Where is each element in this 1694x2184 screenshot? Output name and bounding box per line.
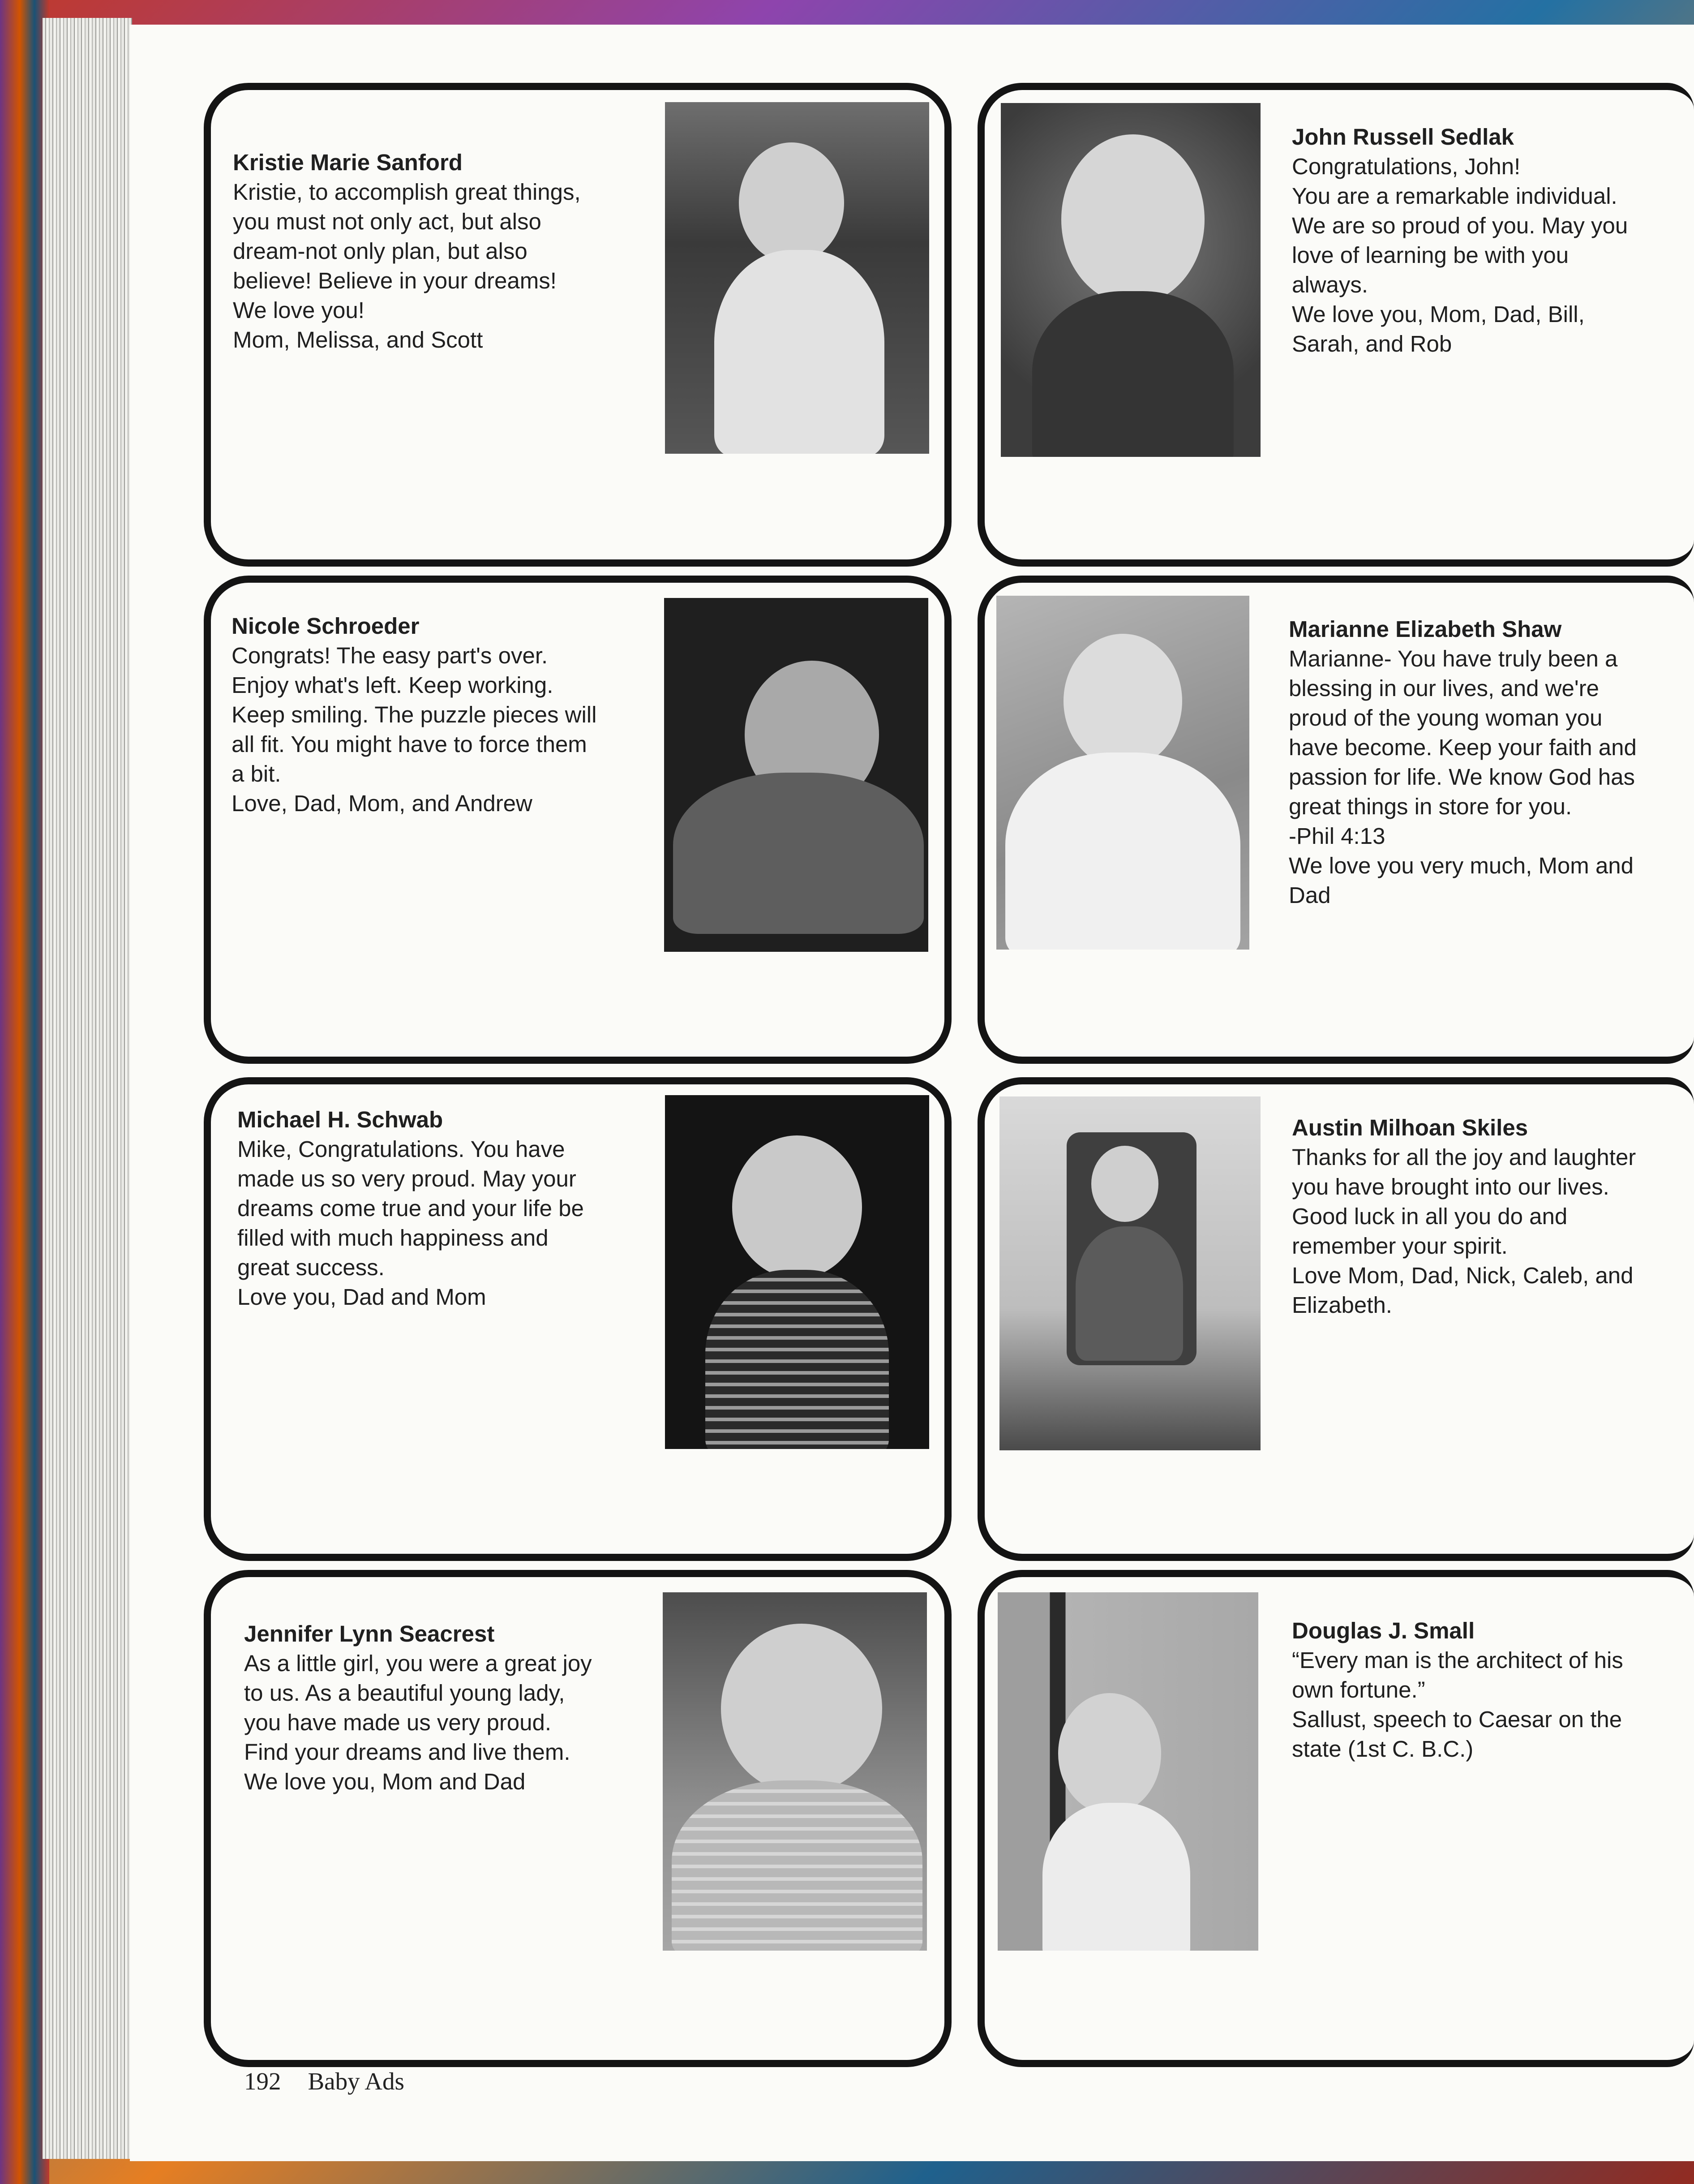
ad-name: John Russell Sedlak — [1292, 124, 1514, 150]
ad-message: Kristie, to accomplish great things, you must not only act, but also dream-not only plan, but also believe! Believe in your dreams! We love you! Mom, Melissa, and Scott — [233, 179, 581, 353]
ad-text — [232, 611, 661, 818]
ad-message: Thanks for all the joy and laughter you have brought into our lives. Good luck in all you do and remember your spirit. Love Mom, Dad, Nick, Caleb, and Elizabeth. — [1292, 1144, 1636, 1318]
ad-name: Austin Milhoan Skiles — [1292, 1115, 1528, 1140]
ad-message: Congrats! The easy part's over. Enjoy what's left. Keep working. Keep smiling. The puzzle pieces will all fit. You might have to force them a bit. Love, Dad, Mom, and Andrew — [232, 643, 597, 816]
ad-name: Jennifer Lynn Seacrest — [244, 1621, 495, 1647]
ad-text — [244, 1619, 656, 1797]
ad-message: As a little girl, you were a great joy to us. As a beautiful young lady, you have made us very proud. Find your dreams and live them. We love you, Mom and Dad — [244, 1651, 592, 1794]
ad-message: Congratulations, John! You are a remarkable individual. We are so proud of you. May you love of learning be with you always. We love you, Mom, Dad, Bill, Sarah, and Rob — [1292, 154, 1628, 357]
baby-photo — [665, 1095, 929, 1449]
baby-photo — [998, 1592, 1258, 1951]
section-title: Baby Ads — [308, 2068, 404, 2095]
ad-name: Marianne Elizabeth Shaw — [1289, 616, 1562, 642]
baby-photo — [999, 1096, 1261, 1450]
ad-name: Michael H. Schwab — [237, 1107, 443, 1132]
ad-message: “Every man is the architect of his own fortune.” Sallust, speech to Caesar on the state (1st C. B.C.) — [1292, 1647, 1623, 1762]
page-footer — [244, 2067, 431, 2095]
baby-photo — [665, 102, 929, 454]
ad-text — [237, 1105, 649, 1312]
book-spine — [0, 0, 49, 2184]
ad-text — [1289, 615, 1687, 910]
ad-name: Nicole Schroeder — [232, 613, 420, 639]
ad-message: Mike, Congratulations. You have made us so very proud. May your dreams come true and your life be filled with much happiness and great success. Love you, Dad and Mom — [237, 1136, 584, 1310]
ad-text — [233, 148, 645, 355]
page-number: 192 — [244, 2068, 281, 2095]
ad-text — [1292, 1616, 1686, 1764]
ad-name: Kristie Marie Sanford — [233, 150, 463, 175]
ad-text — [1292, 1113, 1686, 1320]
ad-name: Douglas J. Small — [1292, 1618, 1475, 1643]
baby-photo — [663, 1592, 927, 1951]
ad-text — [1292, 122, 1686, 359]
baby-photo — [664, 598, 928, 952]
baby-photo — [996, 596, 1249, 950]
baby-photo — [1001, 103, 1261, 457]
page-edges — [43, 18, 132, 2159]
ad-message: Marianne- You have truly been a blessing in our lives, and we're proud of the young woman you have become. Keep your faith and passion for life. We know God has great things in store for you. -Phil 4:13 We love you very much, Mom and Dad — [1289, 646, 1637, 908]
